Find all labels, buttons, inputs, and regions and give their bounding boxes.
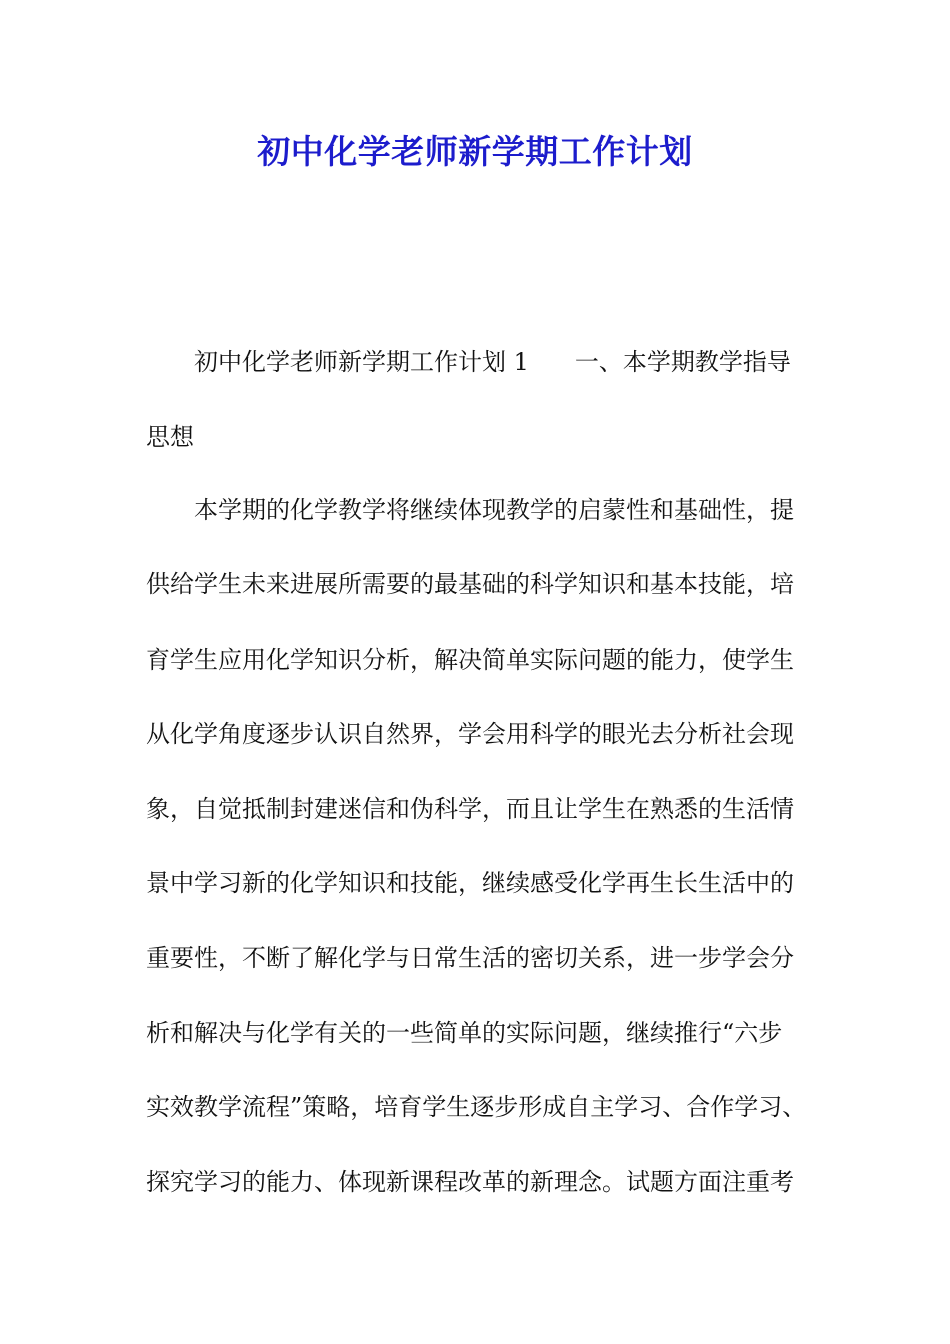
paragraph-line: 思想	[146, 423, 194, 451]
paragraph-line: 本学期的化学教学将继续体现教学的启蒙性和基础性，提	[194, 496, 794, 524]
paragraph-line: 重要性，不断了解化学与日常生活的密切关系，进一步学会分	[146, 944, 794, 972]
paragraph-line: 供给学生未来进展所需要的最基础的科学知识和基本技能，培	[146, 570, 794, 598]
section-heading-text: 一、本学期教学指导	[574, 348, 791, 376]
subtitle-text: 初中化学老师新学期工作计划 1	[194, 348, 529, 376]
paragraph-line: 象，自觉抵制封建迷信和伪科学，而且让学生在熟悉的生活情	[146, 795, 794, 823]
paragraph-line: 实效教学流程”策略，培育学生逐步形成自主学习、合作学习、	[146, 1093, 807, 1121]
paragraph-line: 景中学习新的化学知识和技能，继续感受化学再生长生活中的	[146, 869, 794, 897]
paragraph-line: 从化学角度逐步认识自然界，学会用科学的眼光去分析社会现	[146, 720, 794, 748]
paragraph-line: 析和解决与化学有关的一些简单的实际问题，继续推行“六步	[146, 1019, 783, 1047]
paragraph-line: 探究学习的能力、体现新课程改革的新理念。试题方面注重考	[146, 1168, 794, 1196]
paragraph-line-heading	[194, 345, 866, 379]
document-title: 初中化学老师新学期工作计划	[257, 132, 693, 171]
paragraph-line: 育学生应用化学知识分析，解决简单实际问题的能力，使学生	[146, 646, 794, 674]
